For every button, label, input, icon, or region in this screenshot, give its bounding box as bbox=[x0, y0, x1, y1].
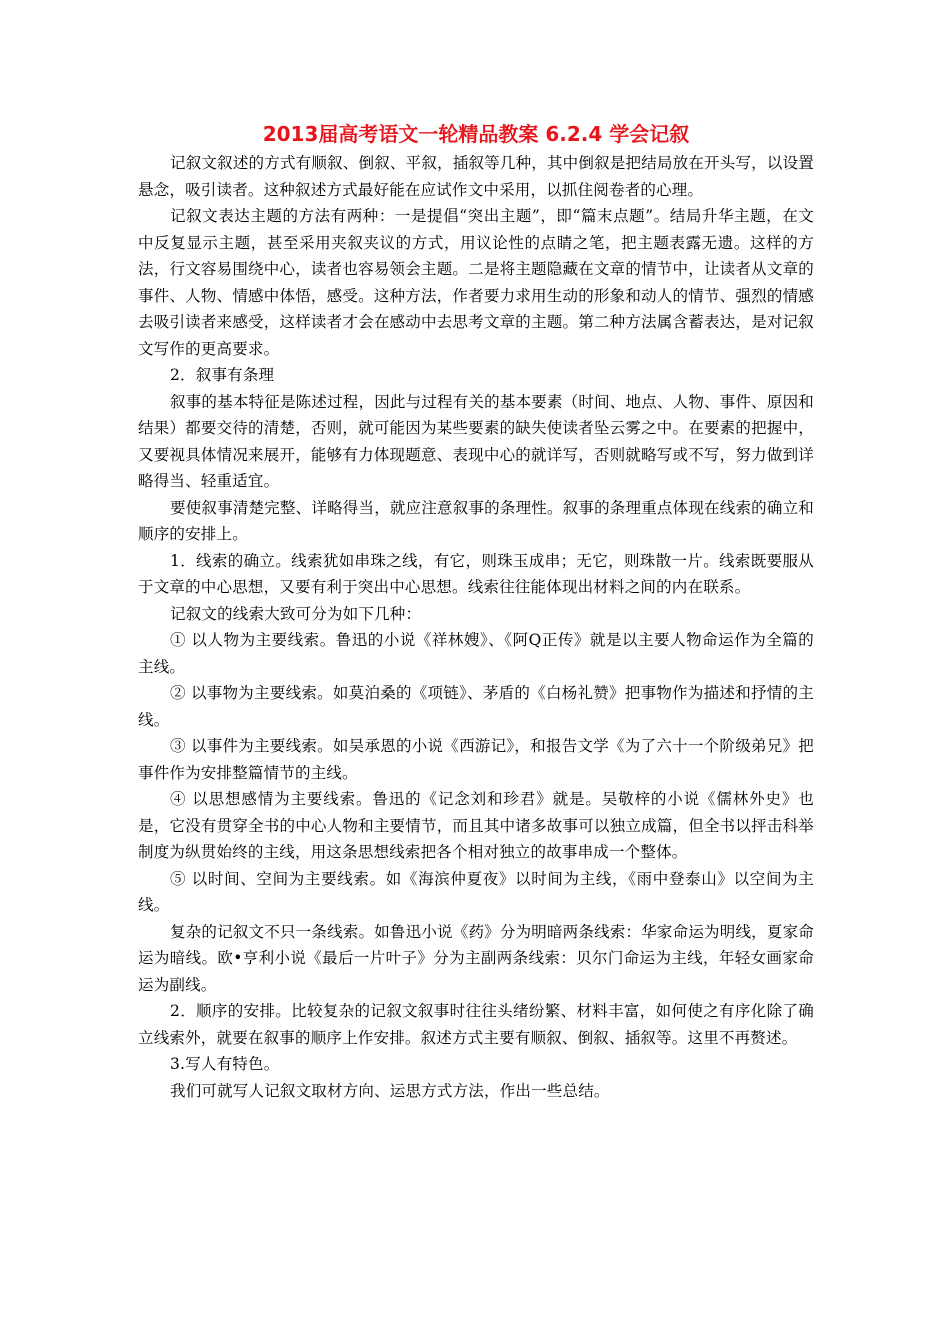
document-title: 2013届高考语文一轮精品教案 6.2.4 学会记叙 bbox=[262, 122, 690, 146]
list-item: ④ 以思想感情为主要线索。鲁迅的《记念刘和珍君》就是。吴敬梓的小说《儒林外史》也是，它没有贯穿全书的中心人物和主要情节，而且其中诸多故事可以独立成篇，但全书以抨击科举制度为纵贯始终的主线，用这条思想线索把各个相对独立的故事串成一个整体。 bbox=[138, 790, 814, 861]
list-item: ② 以事物为主要线索。如莫泊桑的《项链》、茅盾的《白杨礼赞》把事物作为描述和抒情的主线。 bbox=[138, 684, 814, 729]
paragraph: 记叙文表达主题的方法有两种：一是提倡“突出主题”，即“篇末点题”。结局升华主题，在文中反复显示主题，甚至采用夹叙夹议的方式，用议论性的点睛之笔，把主题表露无遗。这样的方法，行文容易围绕中心，读者也容易领会主题。二是将主题隐藏在文章的情节中，让读者从文章的事件、人物、情感中体悟，感受。这种方法，作者要力求用生动的形象和动人的情节、强烈的情感去吸引读者来感受，这样读者才会在感动中去思考文章的主题。第二种方法属含蓄表达，是对记叙文写作的更高要求。 bbox=[138, 207, 814, 358]
paragraph: 记叙文的线索大致可分为如下几种： bbox=[170, 604, 422, 623]
document-page bbox=[138, 120, 814, 1104]
list-item: ① 以人物为主要线索。鲁迅的小说《祥林嫂》、《阿Q正传》就是以主要人物命运作为全篇的主线。 bbox=[138, 631, 814, 676]
section-heading: 2．叙事有条理 bbox=[170, 366, 275, 384]
paragraph: 复杂的记叙文不只一条线索。如鲁迅小说《药》分为明暗两条线索：华家命运为明线，夏家命运为暗线。欧•亨利小说《最后一片叶子》分为主副两条线索：贝尔门命运为主线，年轻女画家命运为副线。 bbox=[138, 922, 814, 994]
section-heading: 3.写人有特色。 bbox=[170, 1055, 280, 1073]
list-item: ③ 以事件为主要线索。如吴承恩的小说《西游记》，和报告文学《为了六十一个阶级弟兄》把事件作为安排整篇情节的主线。 bbox=[138, 737, 814, 782]
paragraph: 叙事的基本特征是陈述过程，因此与过程有关的基本要素（时间、地点、人物、事件、原因和结果）都要交待的清楚，否则，就可能因为某些要素的缺失使读者坠云雾之中。在要素的把握中，又要视具体情况来展开，能够有力体现题意、表现中心的就详写，否则就略写或不写，努力做到详略得当、轻重适宜。 bbox=[138, 392, 814, 490]
paragraph: 1．线索的确立。线索犹如串珠之线，有它，则珠玉成串；无它，则珠散一片。线索既要服从于文章的中心思想，又要有利于突出中心思想。线索往往能体现出材料之间的内在联系。 bbox=[138, 551, 814, 596]
list-item: ⑤ 以时间、空间为主要线索。如《海滨仲夏夜》以时间为主线，《雨中登泰山》以空间为主线。 bbox=[138, 869, 814, 914]
paragraph: 我们可就写人记叙文取材方向、运思方式方法，作出一些总结。 bbox=[170, 1081, 610, 1100]
paragraph: 记叙文叙述的方式有顺叙、倒叙、平叙，插叙等几种，其中倒叙是把结局放在开头写，以设置悬念，吸引读者。这种叙述方式最好能在应试作文中采用，以抓住阅卷者的心理。 bbox=[138, 154, 814, 199]
paragraph: 2．顺序的安排。比较复杂的记叙文叙事时往往头绪纷繁、材料丰富，如何使之有序化除了确立线索外，就要在叙事的顺序上作安排。叙述方式主要有顺叙、倒叙、插叙等。这里不再赘述。 bbox=[138, 1002, 814, 1047]
paragraph: 要使叙事清楚完整、详略得当，就应注意叙事的条理性。叙事的条理重点体现在线索的确立和顺序的安排上。 bbox=[138, 498, 814, 543]
